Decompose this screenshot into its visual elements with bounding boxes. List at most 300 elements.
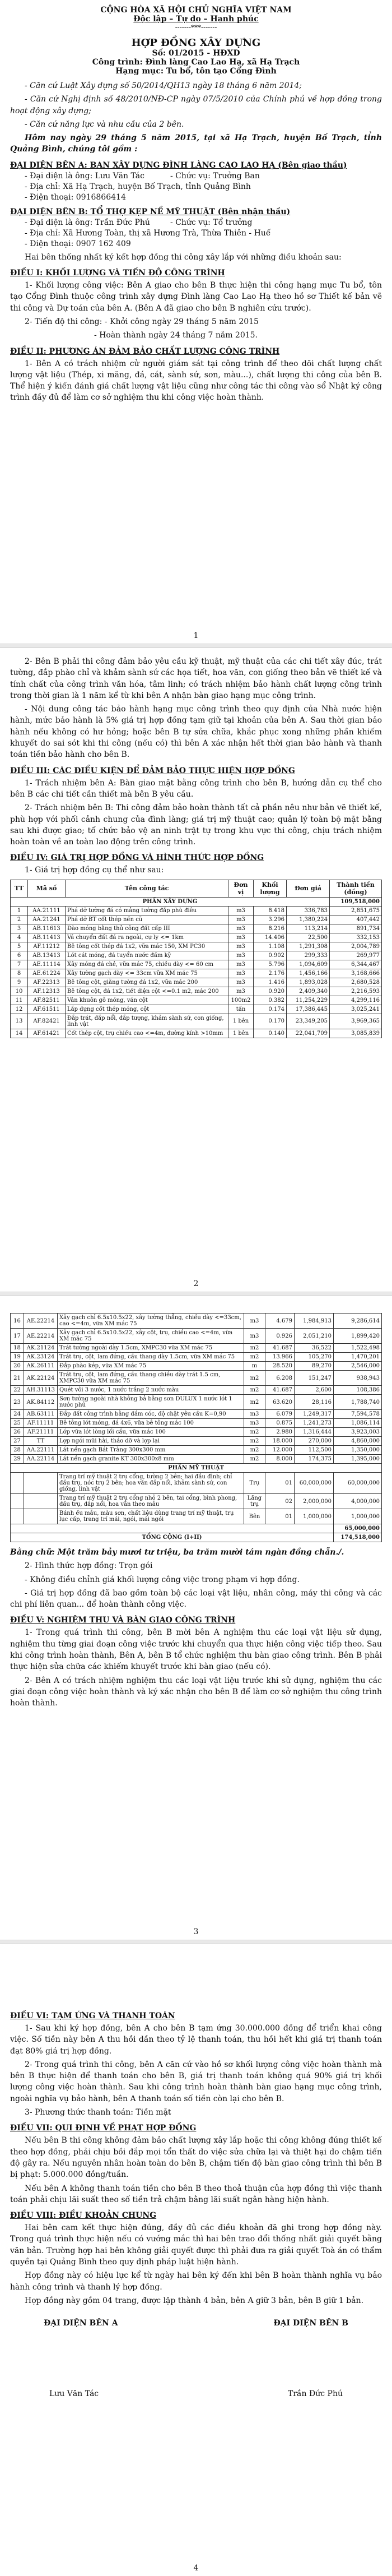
page-number: 1 (193, 631, 199, 640)
table-cell: 299,333 (287, 951, 330, 960)
article-7-para-1: Nếu bên B thi công không đảm bảo chất lượng xây lắp hoặc thi công không đúng thiết kế theo hợp đồng, phải chịu bồi đắp mọi tổn thất do việc sửa chữa lại và thiệt hại do chậm tiến độ gây ra. Nếu nguyên nhân hoàn toàn do bên B, chậm tiến độ bàn giao công trình thì bên B bị phạt: 5.000.000 đồng/tuần. (10, 2136, 382, 2180)
table-cell: 13.966 (265, 1353, 295, 1362)
table-cell: AF.21111 (24, 1428, 58, 1437)
article-7-title: ĐIỀU VII: QUI ĐỊNH VỀ PHẠT HỢP ĐỒNG (10, 2124, 197, 2133)
table-cell (11, 1509, 24, 1524)
table-cell: Trụ (244, 1473, 265, 1494)
table-cell: Quét vôi 3 nước, 1 nước trắng 2 nước màu (58, 1386, 244, 1395)
section-total: 65,000,000 (334, 1524, 382, 1533)
table-cell: 6 (11, 951, 28, 960)
table-cell: m2 (244, 1395, 265, 1410)
table-cell: m2 (244, 1344, 265, 1353)
legal-basis-2: - Căn cứ Nghị định số 48/2010/NĐ-CP ngày 07/5/2010 của Chính phủ về hợp đồng trong hoạt động xây dựng; (10, 95, 382, 115)
page-2 (0, 648, 392, 1292)
table-cell: AK.21124 (24, 1344, 58, 1353)
table-cell: m (244, 1362, 265, 1371)
table-cell: m2 (244, 1446, 265, 1455)
table-cell: 13 (11, 1014, 28, 1029)
party-b-rep: - Đại diện là ông: Trần Đức Phú (25, 218, 150, 227)
table-cell: AF.61421 (28, 1029, 66, 1038)
table-cell: Trát tường ngoài dày 1.5cm, XMPC30 vữa XM mác 75 (58, 1344, 244, 1353)
page-1 (0, 0, 392, 644)
grand-total: 174,518,000 (334, 1533, 382, 1542)
article-6-para-3: 3- Phương thức thanh toán: Tiền mặt (25, 2108, 171, 2117)
agreement-statement: Hai bên thống nhất ký kết hợp đồng thi công xây lắp với những điều khoản sau: (25, 252, 342, 262)
table-cell: Bê tông lót móng, đá 4x6, vữa bê tông mác 100 (58, 1419, 244, 1428)
table-cell: 5.796 (254, 960, 287, 969)
table-cell: 41.687 (265, 1344, 295, 1353)
table-cell: 21 (11, 1371, 24, 1386)
contract-number: Số: 01/2015 - HĐXD (152, 49, 240, 58)
table-cell: 22,041,709 (287, 1029, 330, 1038)
table-cell: Đắp trát, đắp nổi, đắp tượng, khảm sành sứ, con giống, linh vật (66, 1014, 228, 1029)
table-cell: 1.108 (254, 942, 287, 951)
table-cell: 100m2 (228, 996, 254, 1005)
table-cell: 9,286,614 (334, 1314, 382, 1329)
table-cell: 0.875 (265, 1419, 295, 1428)
cost-table-part-1 (10, 880, 382, 1038)
table-cell: Ván khuôn gỗ móng, ván cột (66, 996, 228, 1005)
table-cell: 1 (11, 906, 28, 915)
table-cell: tấn (228, 1005, 254, 1014)
table-cell: AF.61511 (28, 1005, 66, 1014)
article-1-para-1: 1- Khối lượng công việc: Bên A giao cho bên B thực hiện thi công hạng mục Tu bổ, tôn tạo Cổng Đình thuộc công trình xây dựng Đình làng Cao Lao Hạ theo hồ sơ Thiết kế bản vẽ thi công và Dự toán của bên A. (Bên A đã giao cho bên B nghiên cứu trước). (10, 281, 382, 313)
table-cell (24, 1509, 58, 1524)
table-cell: AA.22114 (24, 1455, 58, 1464)
table-cell: Trát trụ, cột, lam đứng, cầu thang dày 1.5cm, vữa XM mác 75 (58, 1353, 244, 1362)
table-cell: Lắp dựng cốt thép móng, cột (66, 1005, 228, 1014)
table-cell: 11,254,229 (287, 996, 330, 1005)
table-cell: Xây gạch chỉ 6.5x10.5x22, xây cột, trụ, chiều cao <=4m, vữa XM mác 75 (58, 1329, 244, 1344)
table-cell: 18 (11, 1344, 24, 1353)
table-cell: Bánh ếu mẫu, màu sơn, chất liệu dùng trang trí mỹ thuật, trụ lục cấp, trang trí mái, ngói, mái ngói (58, 1509, 244, 1524)
table-cell: AF.11212 (28, 942, 66, 951)
table-cell: m2 (244, 1371, 265, 1386)
table-cell: AF.11111 (24, 1419, 58, 1428)
table-cell: 28.520 (265, 1362, 295, 1371)
table-cell: m3 (244, 1419, 265, 1428)
table-cell: Trang trí mỹ thuật 2 trụ cổng nhỏ 2 bên, tai cổng, bình phong, đầu trụ, đắp nổi, hoa văn theo mẫu (58, 1494, 244, 1509)
table-cell: 3,969,365 (330, 1014, 382, 1029)
table-row (11, 1362, 382, 1371)
article-8-para-1: Hai bên cam kết thực hiện đúng, đầy đủ các điều khoản đã ghi trong hợp đồng này. Trong quá trình thực hiện nếu có vướng mắc thì hai bên trao đổi thống nhất giải quyết bằng văn bản. Trường hợp hai bên không giải quyết được thì phải đưa ra giải quyết Toà án có thẩm quyền tại Quảng Bình theo quy định pháp luật hiện hành. (10, 2223, 382, 2267)
table-cell: AF.82511 (28, 996, 66, 1005)
table-cell: 891,734 (330, 924, 382, 933)
table-cell: 14.406 (254, 933, 287, 942)
table-row (11, 1314, 382, 1329)
table-cell: 7 (11, 960, 28, 969)
table-cell: 12.000 (265, 1446, 295, 1455)
table-cell: 19 (11, 1353, 24, 1362)
table-row (11, 1005, 382, 1014)
table-cell: 8.000 (265, 1455, 295, 1464)
table-cell: TT (24, 1437, 58, 1446)
table-row (11, 1437, 382, 1446)
nation-title: CỘNG HÒA XÃ HỘI CHỦ NGHĨA VIỆT NAM (100, 6, 292, 15)
article-2-para-1: 1- Bên A có trách nhiệm cử người giám sát tại công trình để theo dõi chất lượng chất lượng vật liệu (Thép, xi măng, đá, cát, sành sứ, sơn, màu...), chất lượng thi công của bên B. Thể hiện ý kiến đánh giá chất lượng vật liệu cũng như công tác thi công vào sổ Nhật ký công trình đầy đủ để làm cơ sở nghiệm thu khi công việc hoàn thành. (10, 359, 382, 403)
table-cell: 8.216 (254, 924, 287, 933)
page-number: 2 (193, 1279, 199, 1288)
table-cell: Xây tường gạch dày <= 33cm vữa XM mác 75 (66, 969, 228, 978)
table-cell: 23 (11, 1395, 24, 1410)
table-cell: 2.176 (254, 969, 287, 978)
table-cell: m3 (228, 933, 254, 942)
table-cell: 2,000,000 (295, 1494, 334, 1509)
table-cell: m2 (244, 1455, 265, 1464)
party-a-position: - Chức vụ: Trưởng Ban (170, 171, 260, 181)
table-cell: 1 bên (228, 1014, 254, 1029)
motto: Độc lập – Tự do – Hạnh phúc (133, 15, 259, 24)
contract-title: HỢP ĐỒNG XÂY DỰNG (131, 37, 261, 49)
table-cell: 1,788,740 (334, 1395, 382, 1410)
article-5-para-1: 1- Trong quá trình thi công, bên B mời bên A nghiệm thu các loại vật liệu sử dụng, nghiệm thu từng giai đoạn công việc trước khi chuyển qua thực hiện công việc tiếp theo. Sau khi công trình hoàn thành, Bên A, bên B tổ chức nghiệm thu bàn giao công trình. Bên B phải thực hiện sửa chữa các khiếm khuyết trước khi bàn giao (nếu có). (10, 1628, 382, 1672)
table-cell: m3 (228, 951, 254, 960)
amount-in-words: Bằng chữ: Một trăm bảy mươi tư triệu, ba trăm mười tám ngàn đồng chẵn./. (10, 1548, 344, 1557)
table-cell: Đắp đất công trình bằng đầm cóc, độ chặt yêu cầu K=0,90 (58, 1410, 244, 1419)
article-6-title: ĐIỀU VI: TẠM ỨNG VÀ THANH TOÁN (10, 2011, 175, 2020)
ornament: -------***------- (175, 24, 217, 31)
section-label: PHẦN MỸ THUẬT (11, 1464, 382, 1473)
table-cell: 1,470,201 (334, 1353, 382, 1362)
table-cell: 01 (265, 1509, 295, 1524)
table-cell: Bê tông cột, giằng tường đá 1x2, vữa mác 200 (66, 978, 228, 987)
table-cell: Phá dỡ BT cốt thép nền cũ (66, 915, 228, 924)
table-cell: 3.296 (254, 915, 287, 924)
table-cell: 3,923,003 (334, 1428, 382, 1437)
table-cell: 0.140 (254, 1029, 287, 1038)
party-b-label: ĐẠI DIỆN BÊN B: TỔ THỢ KẸP NỀ MỸ THUẬT (Bên nhận thầu) (10, 207, 291, 216)
work-item: Hạng mục: Tu bổ, tôn tạo Cổng Đình (115, 67, 277, 76)
table-cell: 11 (11, 996, 28, 1005)
table-cell: 22 (11, 1386, 24, 1395)
table-cell: 2,680,528 (330, 978, 382, 987)
table-cell: 1,380,224 (287, 915, 330, 924)
party-a-sign-label: ĐẠI DIỆN BÊN A (44, 2319, 118, 2328)
table-cell: 112,500 (295, 1446, 334, 1455)
table-cell: AK.26111 (24, 1362, 58, 1371)
table-cell: 02 (265, 1494, 295, 1509)
grand-total-label: TỔNG CỘNG (I+II) (11, 1533, 334, 1542)
table-cell: 113,214 (287, 924, 330, 933)
table-cell: 269,977 (330, 951, 382, 960)
table-cell: 26 (11, 1428, 24, 1437)
article-2-title: ĐIỀU II: PHƯƠNG ÁN ĐẢM BẢO CHẤT LƯỢNG CÔNG TRÌNH (10, 346, 280, 356)
table-cell: 2,600 (295, 1386, 334, 1395)
article-4-para-3: - Không điều chỉnh giá khối lượng công việc trong phạm vi hợp đồng. (25, 1575, 300, 1584)
table-cell: m3 (228, 987, 254, 996)
table-row (11, 1353, 382, 1362)
table-cell: 3,085,839 (330, 1029, 382, 1038)
party-b-phone: - Điện thoại: 0907 162 409 (25, 239, 131, 248)
table-cell: Đắp phào kép, vữa XM mác 75 (58, 1362, 244, 1371)
table-cell: 0.170 (254, 1014, 287, 1029)
table-row (11, 1410, 382, 1419)
table-row (11, 1014, 382, 1029)
table-cell: 2,851,675 (330, 906, 382, 915)
table-cell: m2 (244, 1353, 265, 1362)
table-cell: 1,316,444 (295, 1428, 334, 1437)
intro: Hôm nay ngày 29 tháng 5 năm 2015, tại xã Hạ Trạch, huyện Bố Trạch, tỉnh Quảng Bình, chúng tôi gồm : (10, 133, 382, 154)
table-row (11, 1455, 382, 1464)
table-row (11, 1329, 382, 1344)
col-header-code: Mã số (28, 880, 66, 897)
table-cell: m3 (228, 924, 254, 933)
article-6-para-2: 2- Trong quá trình thi công, bên A căn cứ vào hồ sơ khối lượng công việc hoàn thành mà bên B thực hiện để thanh toán cho bên B, giá trị thanh toán không quá 90% giá trị khối lượng công việc hoàn thành. Sau khi công trình hoàn thành bàn giao hạng mục công trình, ngoài nghĩa vụ bảo hành, bên A thanh toán số tiền còn lại cho bên B. (10, 2060, 382, 2103)
table-row (11, 1509, 382, 1524)
table-cell: 41.687 (265, 1386, 295, 1395)
article-3-para-1: 1- Trách nhiệm bên A: Bàn giao mặt bằng công trình cho bên B, hướng dẫn cụ thể cho bên B các chi tiết cần thiết mà bên B yêu cầu. (10, 778, 382, 799)
table-cell: 938,943 (334, 1371, 382, 1386)
col-header-tt: TT (11, 880, 28, 897)
article-7-para-2: Nếu bên A không thanh toán tiền cho bên B theo thoả thuận của hợp đồng thì việc thanh toán phải chịu lãi suất theo số tiền trả chậm bằng lãi suất ngân hàng hiện hành. (10, 2184, 382, 2204)
table-cell: m3 (228, 969, 254, 978)
table-row (11, 1428, 382, 1437)
table-row (11, 978, 382, 987)
table-cell: AF.82421 (28, 1014, 66, 1029)
table-cell: Phá dỡ tường đá có mảng tường đắp phù điêu (66, 906, 228, 915)
table-cell: AA.22111 (24, 1446, 58, 1455)
table-cell: 2 (11, 915, 28, 924)
page-3 (0, 1296, 392, 1940)
table-cell: AE.22214 (24, 1329, 58, 1344)
col-header-qty: Khối lượng (254, 880, 287, 897)
col-header-task: Tên công tác (66, 880, 228, 897)
section-total-label (11, 1524, 334, 1533)
table-cell: 28,116 (295, 1395, 334, 1410)
table-cell: m3 (228, 915, 254, 924)
table-cell: 6.208 (265, 1371, 295, 1386)
table-cell: 89,270 (295, 1362, 334, 1371)
article-4-para-2: 2- Hình thức hợp đồng: Trọn gói (25, 1561, 153, 1571)
table-cell: 1,291,308 (287, 942, 330, 951)
table-cell (11, 1473, 24, 1494)
section-label: PHẦN XÂY DỰNG (11, 897, 330, 906)
table-cell: 0.920 (254, 987, 287, 996)
section-total: 109,518,000 (330, 897, 382, 906)
table-cell: 174,375 (295, 1455, 334, 1464)
article-2-para-3: - Nội dung công tác bảo hành hạng mục công trình theo quy định của Nhà nước hiện hành, mức bảo hành là 5% giá trị hợp đồng tạm giữ tại khoản của bên A. Sau thời gian bảo hành nếu không có hư hỏng; hoặc bên B tự sửa chữa, khắc phục xong những phần khiếm khuyết do sai sót khi thi công (nếu có) thì bên A xác nhận hết thời gian bảo hành và thanh toán tiền bảo hành cho bên B. (10, 705, 382, 760)
table-cell: Trang trí mỹ thuật 2 trụ cổng, tường 2 bên; hai đầu đình; chỉ đầu trụ, nóc trụ 2 bên; hoa văn đắp nổi, khảm sành sứ, con giống, linh vật (58, 1473, 244, 1494)
col-header-unit: Đơn vị (228, 880, 254, 897)
table-cell: 270,000 (295, 1437, 334, 1446)
table-cell: 0.926 (265, 1329, 295, 1344)
table-cell: Bê tông cốt thép đá 1x2, vữa mác 150, XM PC30 (66, 942, 228, 951)
table-cell: 1,241,273 (295, 1419, 334, 1428)
article-2-para-2: 2- Bên B phải thi công đảm bảo yêu cầu kỹ thuật, mỹ thuật của các chi tiết xây đúc, trát tường, đắp phào chỉ và khảm sành sứ các họa tiết, hoa văn, con giống theo bản vẽ thiết kế và tính chất của công trình văn hóa, tâm linh; có trách nhiệm bảo hành chất lượng công trình trong thời gian là 1 năm kể từ khi bên A nhận bàn giao hạng mục công trình. (10, 657, 382, 700)
table-cell: 63.620 (265, 1395, 295, 1410)
table-row (11, 942, 382, 951)
table-cell: m3 (244, 1410, 265, 1419)
table-cell: 332,153 (330, 933, 382, 942)
article-1-para-3: - Hoàn thành ngày 24 tháng 7 năm 2015. (94, 331, 258, 340)
table-cell: AA.21111 (28, 906, 66, 915)
legal-basis-1: - Căn cứ Luật Xây dựng số 50/2014/QH13 ngày 18 tháng 6 năm 2014; (25, 81, 302, 90)
article-1-title: ĐIỀU I: KHỐI LƯỢNG VÀ TIẾN ĐỘ CÔNG TRÌNH (10, 269, 225, 278)
article-5-title: ĐIỀU V: NGHIỆM THU VÀ BÀN GIAO CÔNG TRÌNH (10, 1616, 236, 1625)
table-cell: 1,899,420 (334, 1329, 382, 1344)
table-cell: 9 (11, 978, 28, 987)
table-cell: 3,168,666 (330, 969, 382, 978)
table-row (11, 924, 382, 933)
table-row (11, 1419, 382, 1428)
table-cell: 17,386,445 (287, 1005, 330, 1014)
table-cell: 24 (11, 1410, 24, 1419)
table-cell: Sơn tường ngoài nhà không bả bằng sơn DULUX 1 nước lót 1 nước phủ (58, 1395, 244, 1410)
table-cell: 0.174 (254, 1005, 287, 1014)
table-cell: 1,000,000 (334, 1509, 382, 1524)
table-cell: Cốt thép cột, trụ chiều cao <=4m, đường kính >10mm (66, 1029, 228, 1038)
table-cell: 1,893,028 (287, 978, 330, 987)
party-a-address: - Địa chỉ: Xã Hạ Trạch, huyện Bố Trạch, tỉnh Quảng Bình (25, 182, 251, 191)
article-4-para-4: - Giá trị hợp đồng đã bao gồm toàn bộ các loại vật liệu, nhân công, máy thi công và các chi phí liên quan... để hoàn thành công việc. (10, 1588, 382, 1610)
table-cell: m3 (244, 1314, 265, 1329)
table-row (11, 987, 382, 996)
table-cell: AH.31113 (24, 1386, 58, 1395)
table-cell: 1,522,498 (334, 1344, 382, 1353)
table-cell: 12 (11, 1005, 28, 1014)
table-cell: m3 (244, 1329, 265, 1344)
project-name: Công trình: Đình làng Cao Lao Hạ, xã Hạ Trạch (92, 58, 300, 67)
table-row (11, 906, 382, 915)
table-cell: 1.416 (254, 978, 287, 987)
article-3-para-2: 2- Trách nhiệm bên B: Thi công đảm bảo hoàn thành tất cả phần nêu như bản vẽ thiết kế, phù hợp với phối cảnh chung của đình làng; giá trị mỹ thuật cao; quản lý toàn bộ mặt bằng sau khi được giao; tổ chức bảo vệ an ninh trật tự trong khu vực thi công, chịu trách nhiệm hoàn toàn về an toàn lao động trên công trình. (10, 803, 382, 847)
table-cell: m3 (228, 960, 254, 969)
table-cell: AA.21241 (28, 915, 66, 924)
table-cell: Lăng trụ (244, 1494, 265, 1509)
table-cell: AF.12313 (28, 987, 66, 996)
table-cell: 4,860,000 (334, 1437, 382, 1446)
table-cell: AB.11613 (28, 924, 66, 933)
table-cell: 1,000,000 (295, 1509, 334, 1524)
article-3-title: ĐIỀU III: CÁC ĐIỀU KIỆN ĐỂ ĐẢM BẢO THỰC HIỆN HỢP ĐỒNG (10, 766, 295, 775)
table-cell: 1 bên (228, 1029, 254, 1038)
table-cell: AK.22124 (24, 1371, 58, 1386)
table-row (11, 1446, 382, 1455)
table-cell: Lợp ngói mũi hài, tháo dỡ và lợp lại (58, 1437, 244, 1446)
table-cell: AE.22214 (24, 1314, 58, 1329)
table-cell: Xây gạch chỉ 6.5x10.5x22, xây tường thẳng, chiều dày <=33cm, cao <=4m, vữa XM mác 75 (58, 1314, 244, 1329)
table-cell: 25 (11, 1419, 24, 1428)
party-a-rep: - Đại diện là ông: Lưu Văn Tác (25, 171, 144, 181)
party-a-phone: - Điện thoại: 0916866414 (25, 192, 126, 202)
table-cell: 1,456,166 (287, 969, 330, 978)
table-cell: 2.980 (265, 1428, 295, 1437)
table-cell: 108,386 (334, 1386, 382, 1395)
table-cell: 27 (11, 1437, 24, 1446)
table-cell: 36,522 (295, 1344, 334, 1353)
page-number: 4 (193, 2564, 199, 2573)
table-cell: 23,349,205 (287, 1014, 330, 1029)
cost-table-part-2 (10, 1313, 382, 1542)
table-row (11, 960, 382, 969)
table-cell: 2,409,340 (287, 987, 330, 996)
table-cell: 60,000,000 (295, 1473, 334, 1494)
table-cell: 336,783 (287, 906, 330, 915)
party-b-position: - Chức vụ: Tổ trưởng (170, 218, 253, 227)
table-row (11, 1371, 382, 1386)
table-cell: Bê tông cột, đá 1x2, tiết diện cột <=0.1 m2, mác 200 (66, 987, 228, 996)
table-cell: m3 (228, 978, 254, 987)
table-cell: AK.84112 (24, 1395, 58, 1410)
table-cell: 20 (11, 1362, 24, 1371)
table-cell (11, 1494, 24, 1509)
party-b-address: - Địa chỉ: Xã Hương Toàn, thị xã Hương Trà, Thừa Thiên - Huế (25, 228, 271, 238)
table-cell: 16 (11, 1314, 24, 1329)
table-cell: AB.11413 (28, 933, 66, 942)
table-cell: 1,249,317 (295, 1410, 334, 1419)
table-cell (24, 1494, 58, 1509)
table-cell: 8 (11, 969, 28, 978)
party-b-sign-label: ĐẠI DIỆN BÊN B (273, 2319, 348, 2328)
table-cell: Bên (244, 1509, 265, 1524)
party-a-label: ĐẠI DIỆN BÊN A: BAN XÂY DỰNG ĐÌNH LÀNG CAO LAO HẠ (Bên giao thầu) (10, 160, 347, 170)
table-cell: Vá chuyển đất đá ra ngoài, cự ly <= 1km (66, 933, 228, 942)
table-cell: 01 (265, 1473, 295, 1494)
table-row (11, 1473, 382, 1494)
table-row (11, 933, 382, 942)
table-cell: 1,094,609 (287, 960, 330, 969)
page-separator (0, 1292, 392, 1296)
table-cell: 5 (11, 942, 28, 951)
table-cell: 2,216,593 (330, 987, 382, 996)
table-row (11, 969, 382, 978)
table-cell: AB.13413 (28, 951, 66, 960)
col-header-price: Đơn giá (287, 880, 330, 897)
table-row (11, 1344, 382, 1353)
table-cell: m3 (228, 942, 254, 951)
table-cell: AB.63111 (24, 1410, 58, 1419)
table-cell: 2,546,000 (334, 1362, 382, 1371)
page-separator (0, 644, 392, 648)
table-row (11, 951, 382, 960)
table-cell: 3,025,241 (330, 1005, 382, 1014)
table-cell: 28 (11, 1446, 24, 1455)
table-cell: 4.679 (265, 1314, 295, 1329)
table-cell: 2,051,210 (295, 1329, 334, 1344)
table-cell: 29 (11, 1455, 24, 1464)
table-cell: Lát nền gạch Bát Tràng 300x300 mm (58, 1446, 244, 1455)
table-cell: m2 (244, 1386, 265, 1395)
table-cell: 22,500 (287, 933, 330, 942)
party-a-signatory: Lưu Văn Tác (49, 2389, 99, 2399)
table-row (11, 1494, 382, 1509)
table-cell: AE.11114 (28, 960, 66, 969)
table-row (11, 1029, 382, 1038)
table-cell: 14 (11, 1029, 28, 1038)
table-cell: 1,395,000 (334, 1455, 382, 1464)
col-header-amount: Thành tiền (đồng) (330, 880, 382, 897)
table-cell: m2 (244, 1437, 265, 1446)
article-4-para-1: 1- Giá trị hợp đồng cụ thể như sau: (25, 866, 164, 875)
table-cell: 3 (11, 924, 28, 933)
table-cell: 1,086,114 (334, 1419, 382, 1428)
table-cell: 8.418 (254, 906, 287, 915)
page-number: 3 (193, 1927, 199, 1936)
party-b-signatory: Trần Đức Phú (287, 2389, 343, 2399)
table-cell: AF.22313 (28, 978, 66, 987)
table-cell: 1,984,913 (295, 1314, 334, 1329)
table-cell: m2 (244, 1428, 265, 1437)
table-cell (24, 1473, 58, 1494)
table-cell: 10 (11, 987, 28, 996)
table-cell: Trát trụ, cột, lam đứng, cầu thang chiều dày trát 1.5 cm, XMPC30 vữa XM mác 75 (58, 1371, 244, 1386)
article-1-para-2: 2- Tiến độ thi công: - Khởi công ngày 29 tháng 5 năm 2015 (25, 317, 259, 326)
article-6-para-1: 1- Sau khi ký hợp đồng, bên A cho bên B tạm ứng 30.000.000 đồng để triển khai công việc. Số tiền này bên A thu hồi dần theo tỷ lệ thanh toán, thu hồi hết khi giá trị thanh toán đạt 80% giá trị hợp đồng. (10, 2024, 382, 2056)
table-cell: 1,350,000 (334, 1446, 382, 1455)
table-cell: 2,004,789 (330, 942, 382, 951)
page-separator (0, 1940, 392, 1944)
article-8-para-2: Hợp đồng này có hiệu lực kể từ ngày hai bên ký đến khi bên B hoàn thành nghĩa vụ bảo hành công trình và thanh lý hợp đồng. (10, 2271, 382, 2292)
